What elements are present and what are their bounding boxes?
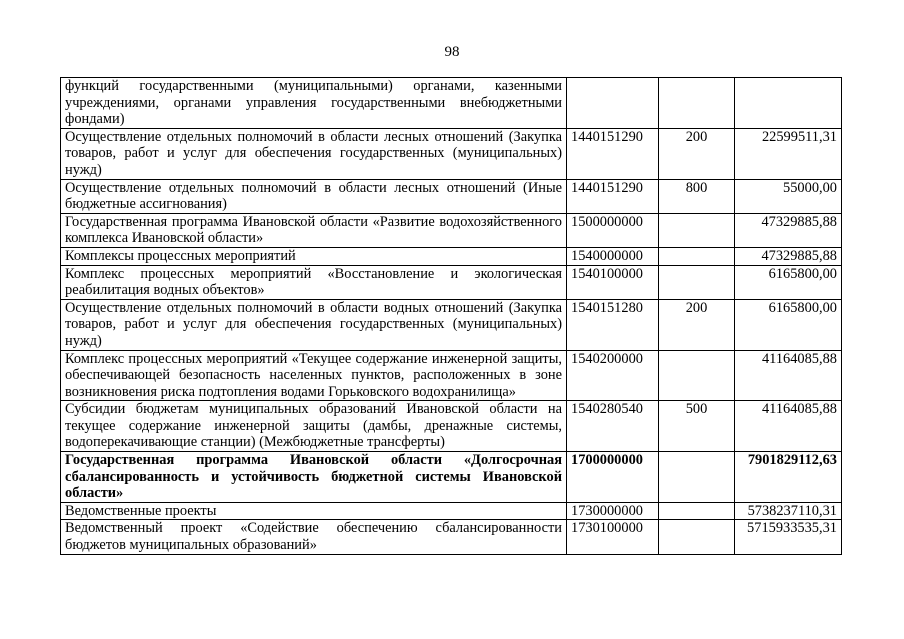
amount-cell: 55000,00 <box>735 179 842 213</box>
amount-cell: 6165800,00 <box>735 299 842 350</box>
target-code-cell: 1440151290 <box>567 179 659 213</box>
amount-cell: 47329885,88 <box>735 247 842 265</box>
table-row <box>61 128 842 179</box>
expense-type-cell <box>659 265 735 299</box>
target-code-cell: 1500000000 <box>567 213 659 247</box>
item-name-cell: Ведомственный проект «Содействие обеспечению сбалансированности бюджетов муниципальных образований» <box>61 520 567 554</box>
amount-cell: 41164085,88 <box>735 401 842 452</box>
target-code-cell: 1540200000 <box>567 350 659 401</box>
amount-cell: 5738237110,31 <box>735 502 842 520</box>
item-name-cell: Субсидии бюджетам муниципальных образований Ивановской области на текущее содержание инженерной защиты (дамбы, дренажные системы, водоперекачивающие станции) (Межбюджетные трансферты) <box>61 401 567 452</box>
amount-cell: 6165800,00 <box>735 265 842 299</box>
expense-type-cell <box>659 502 735 520</box>
table-row <box>61 213 842 247</box>
expense-type-cell <box>659 247 735 265</box>
target-code-cell <box>567 78 659 129</box>
amount-cell <box>735 78 842 129</box>
table-row <box>61 502 842 520</box>
table-row <box>61 350 842 401</box>
target-code-cell: 1540000000 <box>567 247 659 265</box>
table-row <box>61 179 842 213</box>
table-row <box>61 78 842 129</box>
expense-type-cell: 200 <box>659 299 735 350</box>
amount-cell: 41164085,88 <box>735 350 842 401</box>
item-name-cell: Комплекс процессных мероприятий «Восстановление и экологическая реабилитация водных объектов» <box>61 265 567 299</box>
expense-type-cell <box>659 78 735 129</box>
expense-type-cell: 500 <box>659 401 735 452</box>
amount-cell: 22599511,31 <box>735 128 842 179</box>
budget-table <box>60 77 842 555</box>
item-name-cell: Осуществление отдельных полномочий в области лесных отношений (Иные бюджетные ассигнования) <box>61 179 567 213</box>
item-name-cell: Комплексы процессных мероприятий <box>61 247 567 265</box>
target-code-cell: 1730100000 <box>567 520 659 554</box>
table-row <box>61 452 842 503</box>
expense-type-cell <box>659 350 735 401</box>
page-number: 98 <box>444 44 460 60</box>
item-name-cell: Осуществление отдельных полномочий в области водных отношений (Закупка товаров, работ и услуг для обеспечения государственных (муниципальных) нужд) <box>61 299 567 350</box>
target-code-cell: 1540151280 <box>567 299 659 350</box>
table-row <box>61 299 842 350</box>
item-name-cell: Государственная программа Ивановской области «Развитие водохозяйственного комплекса Ивановской области» <box>61 213 567 247</box>
item-name-cell: Осуществление отдельных полномочий в области лесных отношений (Закупка товаров, работ и услуг для обеспечения государственных (муниципальных) нужд) <box>61 128 567 179</box>
target-code-cell: 1540100000 <box>567 265 659 299</box>
target-code-cell: 1730000000 <box>567 502 659 520</box>
table-row <box>61 265 842 299</box>
table-row <box>61 520 842 554</box>
table-row <box>61 247 842 265</box>
item-name-cell: функций государственными (муниципальными) органами, казенными учреждениями, органами управления государственными внебюджетными фондами) <box>61 78 567 129</box>
expense-type-cell <box>659 520 735 554</box>
amount-cell: 7901829112,63 <box>735 452 842 503</box>
table-row <box>61 401 842 452</box>
target-code-cell: 1440151290 <box>567 128 659 179</box>
expense-type-cell: 800 <box>659 179 735 213</box>
item-name-cell: Государственная программа Ивановской области «Долгосрочная сбалансированность и устойчивость бюджетной системы Ивановской области» <box>61 452 567 503</box>
amount-cell: 5715933535,31 <box>735 520 842 554</box>
expense-type-cell <box>659 213 735 247</box>
amount-cell: 47329885,88 <box>735 213 842 247</box>
item-name-cell: Комплекс процессных мероприятий «Текущее содержание инженерной защиты, обеспечивающей безопасность населенных пунктов, расположенных в зоне возникновения риска подтопления водами Горьковского водохранилища» <box>61 350 567 401</box>
expense-type-cell: 200 <box>659 128 735 179</box>
expense-type-cell <box>659 452 735 503</box>
target-code-cell: 1700000000 <box>567 452 659 503</box>
item-name-cell: Ведомственные проекты <box>61 502 567 520</box>
target-code-cell: 1540280540 <box>567 401 659 452</box>
